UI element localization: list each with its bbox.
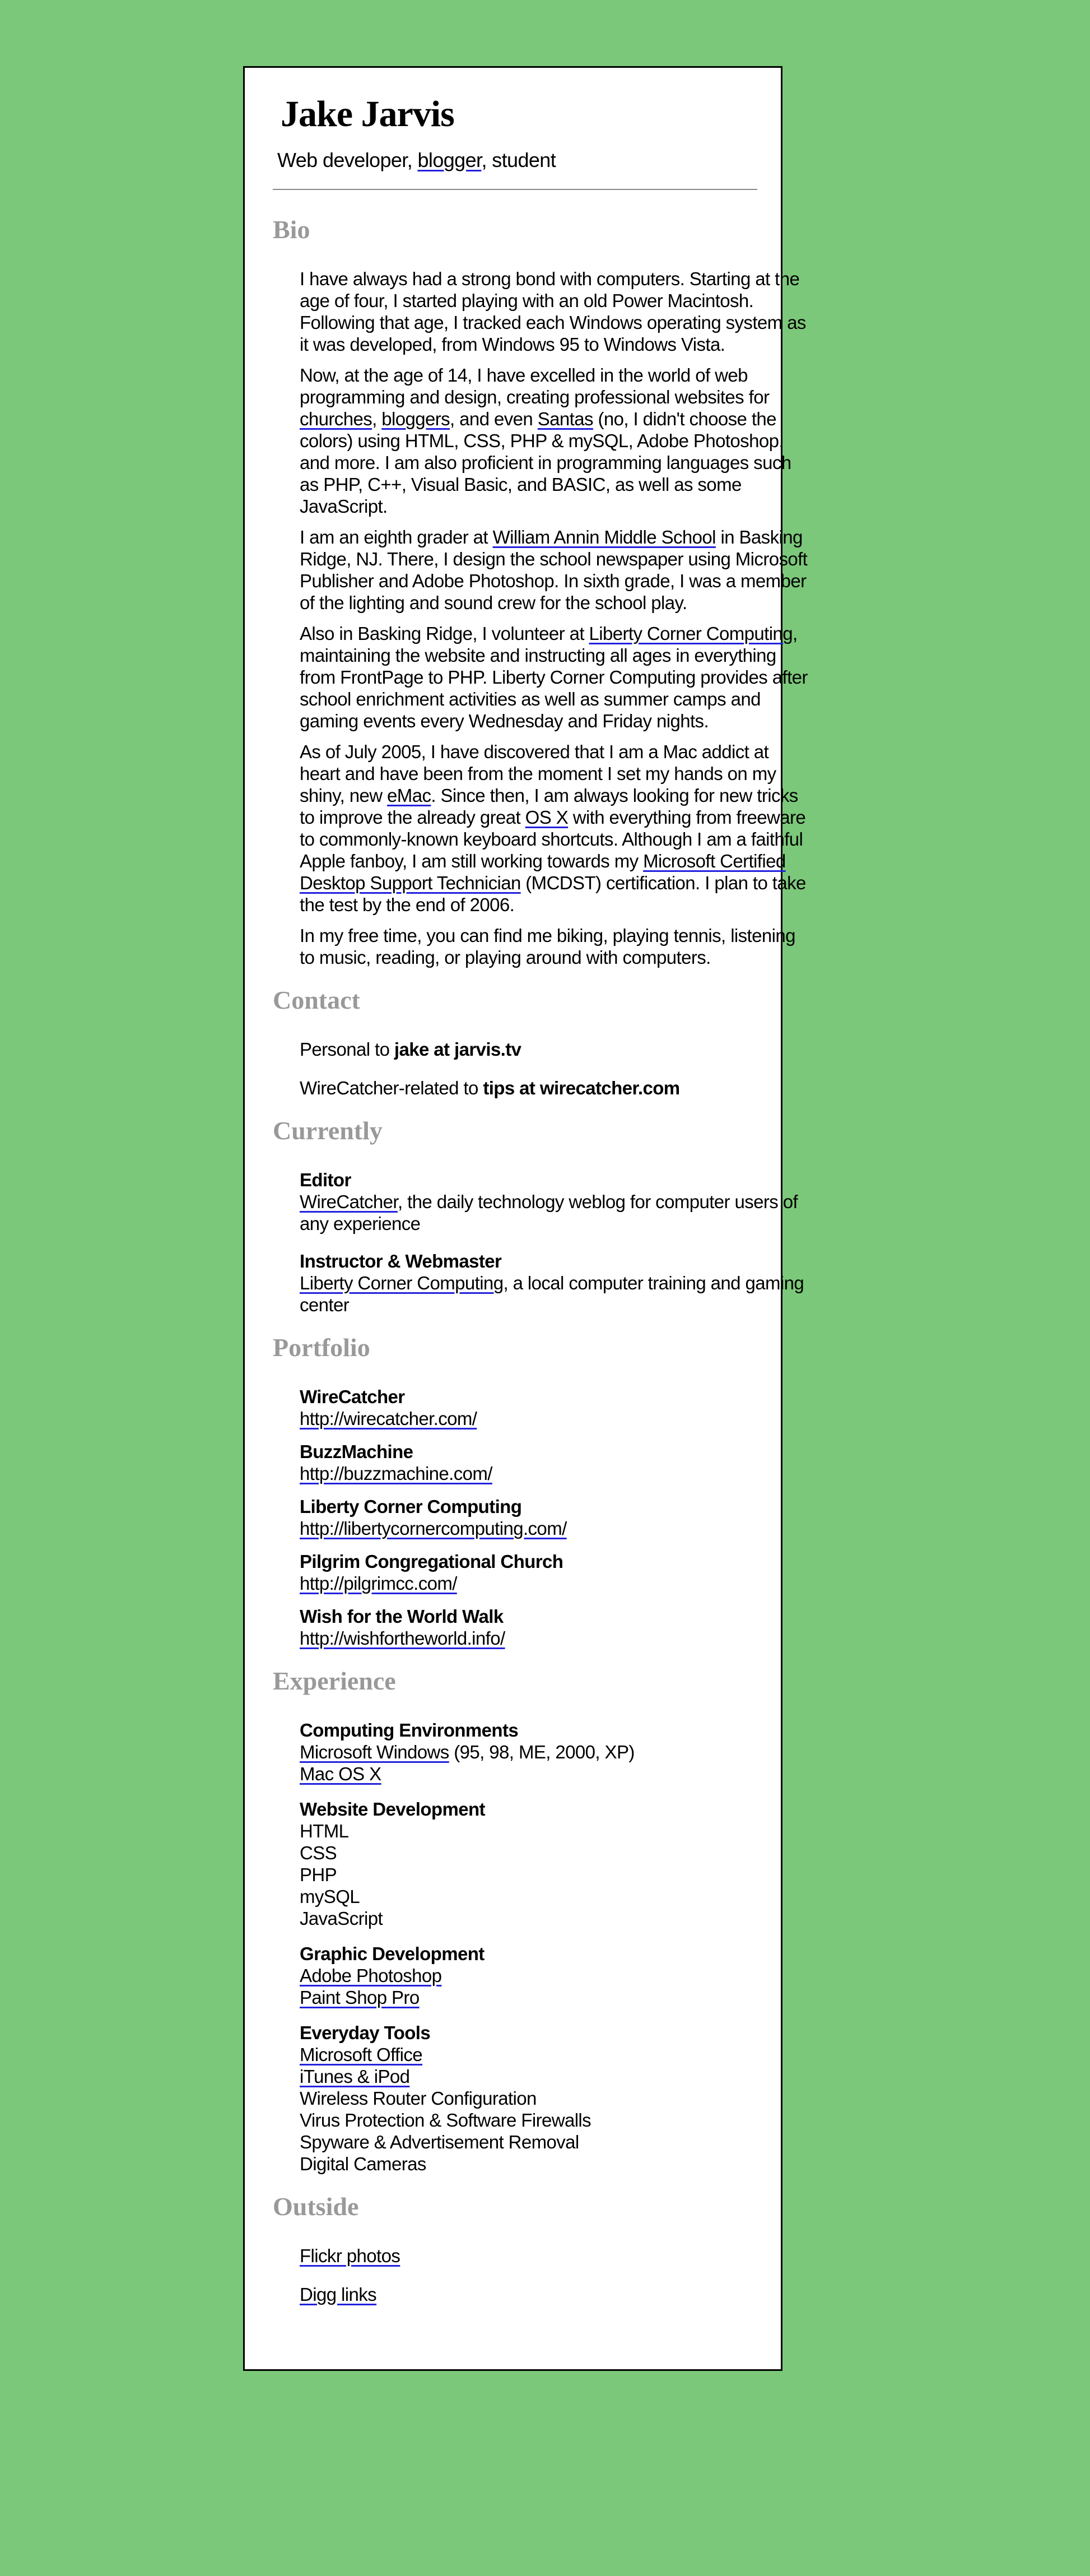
text-run: , student bbox=[481, 148, 556, 171]
role-title: Editor bbox=[300, 1169, 351, 1190]
text-run: (95, 98, ME, 2000, XP) bbox=[449, 1742, 635, 1762]
contact-body bbox=[300, 1038, 812, 1099]
text-run: WireCatcher-related to bbox=[300, 1078, 483, 1098]
text-link[interactable]: Flickr photos bbox=[300, 2245, 400, 2266]
text-link[interactable]: William Annin Middle School bbox=[492, 527, 716, 547]
section-bio bbox=[273, 215, 808, 968]
portfolio-name: WireCatcher bbox=[300, 1386, 405, 1407]
bio-paragraph bbox=[300, 526, 812, 614]
text-run: Spyware & Advertisement Removal bbox=[300, 2132, 579, 2152]
text-link[interactable]: blogger bbox=[417, 148, 482, 171]
portfolio-body bbox=[300, 1386, 812, 1649]
section-outside bbox=[273, 2192, 757, 2305]
experience-group-title: Computing Environments bbox=[300, 1720, 519, 1740]
text-run: (no, I didn't choose the colors) using HTML, CSS, PHP & mySQL, Adobe Photoshop, and more. I am also proficient in programming languages such as PHP, C++, Visual Basic, and BASIC, as well as some JavaScript. bbox=[300, 409, 791, 517]
text-run: , bbox=[372, 409, 382, 429]
text-run: In my free time, you can find me biking, playing tennis, listening to music, reading, or playing around with computers. bbox=[300, 925, 795, 968]
section-title-portfolio: Portfolio bbox=[273, 1333, 370, 1362]
section-contact bbox=[273, 985, 757, 1099]
experience-item bbox=[300, 2131, 812, 2153]
experience-item bbox=[300, 2066, 812, 2087]
outside-body bbox=[300, 2245, 812, 2305]
text-run: Personal to bbox=[300, 1039, 394, 1060]
portfolio-name: BuzzMachine bbox=[300, 1441, 413, 1462]
section-title-contact: Contact bbox=[273, 986, 360, 1014]
text-run: Wireless Router Configuration bbox=[300, 2088, 537, 2109]
text-link[interactable]: Mac OS X bbox=[300, 1763, 381, 1784]
section-currently bbox=[273, 1116, 804, 1316]
header-divider bbox=[273, 189, 757, 190]
text-run: , a local computer training and gaming center bbox=[300, 1273, 804, 1315]
text-run: I am an eighth grader at bbox=[300, 527, 493, 547]
experience-group bbox=[300, 1719, 812, 1785]
text-run: Web developer, bbox=[277, 148, 418, 171]
bio-paragraph bbox=[300, 623, 812, 732]
text-link[interactable]: churches bbox=[300, 409, 372, 429]
text-run: . Since then, I am always looking for new tricks to improve the already great bbox=[300, 785, 798, 828]
portfolio-item bbox=[300, 1496, 812, 1539]
experience-item bbox=[300, 1842, 812, 1864]
text-run: I have always had a strong bond with computers. Starting at the age of four, I started playing with an old Power Macintosh. Following that age, I tracked each Windows operating system as it was developed, from Windows 95 to Windows Vista. bbox=[300, 268, 806, 355]
text-run: Digital Cameras bbox=[300, 2153, 426, 2174]
experience-item bbox=[300, 1965, 812, 1986]
text-link[interactable]: OS X bbox=[525, 807, 569, 828]
section-title-bio: Bio bbox=[273, 215, 310, 244]
experience-group-title: Graphic Development bbox=[300, 1943, 485, 1964]
text-run: Now, at the age of 14, I have excelled in the world of web programming and design, creating professional websites for bbox=[300, 365, 770, 407]
text-run: Also in Basking Ridge, I volunteer at bbox=[300, 623, 589, 644]
page-title: Jake Jarvis bbox=[281, 94, 454, 134]
contact-line bbox=[300, 1077, 812, 1099]
text-run: CSS bbox=[300, 1842, 337, 1863]
experience-item bbox=[300, 1741, 812, 1763]
currently-body bbox=[300, 1169, 812, 1316]
text-run: , maintaining the website and instructing all ages in everything from FrontPage to PHP. Liberty Corner Computing provides after school enrichment activities as well as summer camps and gaming events every Wednesday and Friday nights. bbox=[300, 623, 808, 731]
experience-group-title: Website Development bbox=[300, 1799, 485, 1820]
portfolio-item bbox=[300, 1551, 812, 1594]
bio-paragraph bbox=[300, 268, 812, 355]
experience-group bbox=[300, 1798, 812, 1929]
role-description bbox=[300, 1191, 812, 1234]
role-description bbox=[300, 1272, 812, 1316]
portfolio-item bbox=[300, 1605, 812, 1649]
experience-item bbox=[300, 1907, 812, 1929]
text-link[interactable]: Paint Shop Pro bbox=[300, 1987, 420, 2008]
outside-link-line bbox=[300, 2245, 812, 2267]
text-link[interactable]: iTunes & iPod bbox=[300, 2066, 410, 2087]
experience-item bbox=[300, 2109, 812, 2131]
section-title-currently: Currently bbox=[273, 1116, 383, 1145]
bio-paragraph bbox=[300, 364, 812, 517]
experience-body bbox=[300, 1719, 812, 2175]
experience-item bbox=[300, 2153, 812, 2175]
experience-group bbox=[300, 2022, 812, 2175]
text-run: (MCDST) certification. I plan to take the test by the end of 2006. bbox=[300, 872, 806, 915]
bio-paragraph bbox=[300, 741, 812, 916]
text-run: in Basking Ridge, NJ. There, I design the school newspaper using Microsoft Publisher and Adobe Photoshop. In sixth grade, I was a member of the lighting and sound crew for the school play. bbox=[300, 527, 808, 613]
text-run: PHP bbox=[300, 1864, 337, 1885]
section-title-outside: Outside bbox=[273, 2192, 359, 2221]
text-run: HTML bbox=[300, 1821, 349, 1841]
section-portfolio bbox=[273, 1333, 757, 1649]
text-run: , and even bbox=[450, 409, 538, 429]
resume-card bbox=[243, 66, 808, 2371]
experience-item bbox=[300, 1986, 812, 2008]
experience-group bbox=[300, 1943, 812, 2008]
text-link[interactable]: Microsoft Office bbox=[300, 2044, 423, 2065]
portfolio-name: Liberty Corner Computing bbox=[300, 1496, 522, 1517]
bio-body bbox=[300, 268, 812, 968]
text-link[interactable]: bloggers bbox=[381, 409, 450, 429]
text-link[interactable]: Adobe Photoshop bbox=[300, 1965, 442, 1986]
portfolio-item bbox=[300, 1386, 812, 1429]
portfolio-link[interactable]: http://wirecatcher.com/ bbox=[300, 1408, 477, 1429]
text-link[interactable]: Liberty Corner Computing bbox=[589, 623, 793, 644]
portfolio-item bbox=[300, 1441, 812, 1484]
role-entry bbox=[300, 1250, 812, 1316]
experience-item bbox=[300, 1886, 812, 1907]
role-entry bbox=[300, 1169, 812, 1234]
text-link[interactable]: eMac bbox=[387, 785, 431, 806]
text-link[interactable]: Microsoft Certified Desktop Support Technician bbox=[300, 851, 786, 893]
text-link[interactable]: Liberty Corner Computing bbox=[300, 1273, 504, 1293]
section-experience bbox=[273, 1666, 757, 2175]
portfolio-name: Wish for the World Walk bbox=[300, 1606, 504, 1627]
portfolio-link[interactable]: http://libertycornercomputing.com/ bbox=[300, 1518, 567, 1539]
text-run: JavaScript bbox=[300, 1908, 383, 1929]
portfolio-link[interactable]: http://wishfortheworld.info/ bbox=[300, 1628, 505, 1649]
text-link[interactable]: WireCatcher bbox=[300, 1191, 398, 1212]
experience-item bbox=[300, 1864, 812, 1886]
experience-group-title: Everyday Tools bbox=[300, 2022, 431, 2043]
text-link[interactable]: Digg links bbox=[300, 2284, 377, 2305]
role-title: Instructor & Webmaster bbox=[300, 1251, 502, 1271]
portfolio-link[interactable]: http://buzzmachine.com/ bbox=[300, 1463, 492, 1484]
bio-paragraph bbox=[300, 925, 812, 968]
text-link[interactable]: Santas bbox=[537, 409, 593, 429]
bold-text: jake at jarvis.tv bbox=[394, 1039, 521, 1060]
experience-item bbox=[300, 2044, 812, 2066]
text-run: mySQL bbox=[300, 1886, 360, 1907]
contact-line bbox=[300, 1038, 812, 1060]
text-run: Virus Protection & Software Firewalls bbox=[300, 2110, 591, 2131]
experience-item bbox=[300, 1763, 812, 1785]
text-run: with everything from freeware to commonly-known keyboard shortcuts. Although I am a faithful Apple fanboy, I am still working towards my bbox=[300, 807, 806, 871]
text-run: , the daily technology weblog for computer users of any experience bbox=[300, 1191, 798, 1234]
text-link[interactable]: Microsoft Windows bbox=[300, 1742, 449, 1762]
text-run: As of July 2005, I have discovered that I am a Mac addict at heart and have been from the moment I set my hands on my shiny, new bbox=[300, 741, 776, 806]
experience-item bbox=[300, 2087, 812, 2109]
portfolio-link[interactable]: http://pilgrimcc.com/ bbox=[300, 1573, 457, 1594]
bold-text: tips at wirecatcher.com bbox=[483, 1078, 680, 1098]
section-title-experience: Experience bbox=[273, 1667, 396, 1695]
portfolio-name: Pilgrim Congregational Church bbox=[300, 1551, 563, 1572]
experience-item bbox=[300, 1820, 812, 1842]
tagline bbox=[277, 148, 757, 172]
outside-link-line bbox=[300, 2283, 812, 2305]
